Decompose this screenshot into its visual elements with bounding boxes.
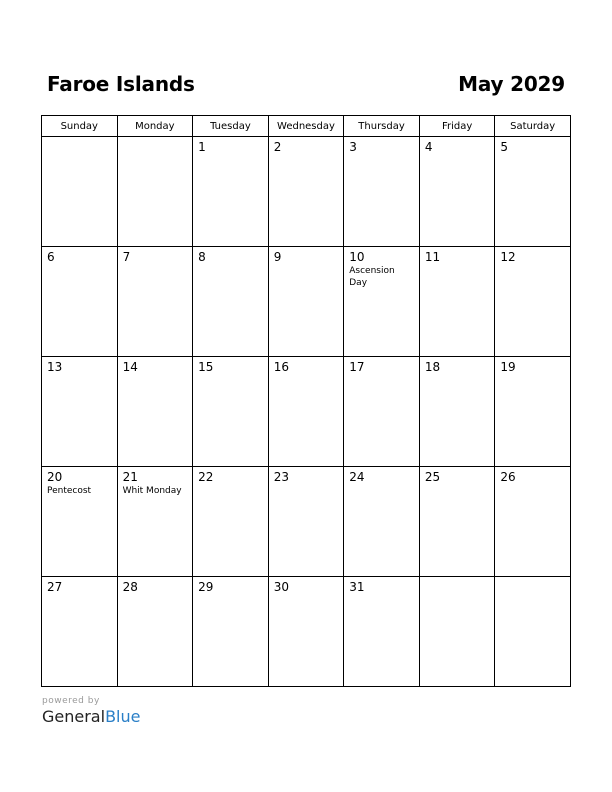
day-number: 20 (47, 470, 63, 484)
week-row (42, 247, 571, 357)
holiday-label: Ascension Day (349, 266, 395, 288)
day-number: 13 (47, 360, 63, 374)
day-number: 7 (122, 250, 131, 264)
day-cell (495, 577, 571, 687)
day-number: 22 (198, 470, 214, 484)
week-row (42, 137, 571, 247)
day-cell (495, 137, 571, 247)
day-cell (268, 357, 344, 467)
day-cell (193, 137, 269, 247)
day-cell (419, 247, 495, 357)
weekday-friday: Friday (419, 116, 495, 137)
day-number: 24 (349, 470, 365, 484)
day-cell (42, 357, 118, 467)
day-cell (419, 467, 495, 577)
day-number: 28 (122, 580, 138, 594)
day-cell (495, 247, 571, 357)
holiday-label: Pentecost (47, 486, 92, 496)
day-number: 9 (273, 250, 282, 264)
day-number: 10 (349, 250, 365, 264)
day-number: 19 (500, 360, 516, 374)
day-number: 26 (500, 470, 516, 484)
day-number: 18 (424, 360, 441, 374)
powered-by-label: powered by (42, 696, 100, 706)
week-row (42, 467, 571, 577)
day-cell (344, 137, 420, 247)
day-number: 16 (273, 360, 289, 374)
day-cell (117, 577, 193, 687)
weekday-monday: Monday (117, 116, 193, 137)
day-cell (419, 577, 495, 687)
holiday-label: Whit Monday (122, 486, 182, 496)
day-cell (344, 577, 420, 687)
day-number: 12 (500, 250, 516, 264)
day-cell (42, 247, 118, 357)
day-number: 15 (198, 360, 214, 374)
day-cell (42, 137, 118, 247)
generalblue-logo (42, 707, 140, 726)
week-row (42, 577, 571, 687)
week-row (42, 357, 571, 467)
day-cell (193, 467, 269, 577)
day-cell (344, 247, 420, 357)
day-number: 14 (122, 360, 138, 374)
day-number: 11 (424, 250, 441, 264)
weekday-wednesday: Wednesday (268, 116, 344, 137)
day-cell (117, 137, 193, 247)
day-number: 6 (47, 250, 55, 264)
day-number: 8 (198, 250, 206, 264)
day-number: 25 (424, 470, 441, 484)
day-number: 17 (349, 360, 365, 374)
day-cell (193, 577, 269, 687)
footer-branding (42, 696, 140, 726)
day-cell (117, 467, 193, 577)
calendar-grid (41, 115, 571, 687)
weekday-saturday: Saturday (495, 116, 571, 137)
day-cell (117, 247, 193, 357)
day-number: 5 (500, 140, 509, 154)
day-cell (268, 577, 344, 687)
weekday-tuesday: Tuesday (193, 116, 269, 137)
day-cell (193, 247, 269, 357)
month-title: May 2029 (458, 72, 565, 96)
day-cell (419, 137, 495, 247)
brand-blue-text: Blue (105, 707, 141, 726)
day-number: 27 (47, 580, 63, 594)
day-number: 30 (273, 580, 289, 594)
day-cell (419, 357, 495, 467)
day-cell (42, 577, 118, 687)
day-cell (42, 467, 118, 577)
day-number: 4 (424, 140, 433, 154)
day-number: 3 (349, 140, 357, 154)
day-number: 21 (122, 470, 138, 484)
day-number: 29 (198, 580, 214, 594)
day-cell (268, 247, 344, 357)
day-cell (495, 357, 571, 467)
day-number: 23 (273, 470, 289, 484)
day-number: 2 (273, 140, 282, 154)
day-cell (117, 357, 193, 467)
weekday-sunday: Sunday (42, 116, 118, 137)
brand-general-text: General (42, 707, 106, 726)
day-cell (495, 467, 571, 577)
day-cell (268, 467, 344, 577)
weekday-thursday: Thursday (344, 116, 420, 137)
day-cell (344, 467, 420, 577)
day-cell (193, 357, 269, 467)
day-cell (268, 137, 344, 247)
day-number: 1 (198, 140, 206, 154)
country-title: Faroe Islands (47, 72, 195, 96)
day-cell (344, 357, 420, 467)
day-number: 31 (349, 580, 365, 594)
weekday-header-row (42, 116, 571, 137)
